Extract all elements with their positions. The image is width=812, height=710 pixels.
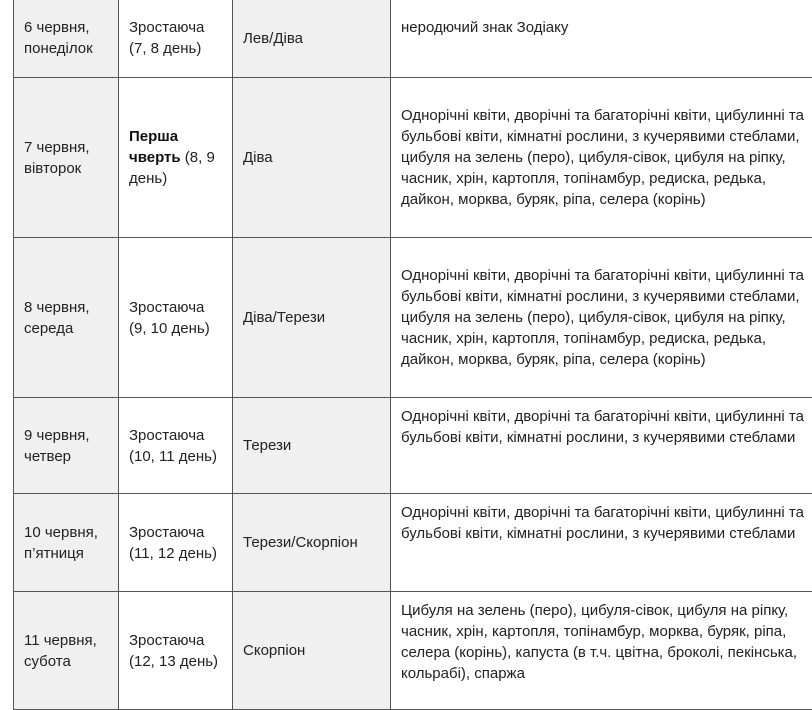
crops-cell bbox=[391, 398, 812, 494]
date-cell bbox=[14, 494, 119, 592]
crops-text: Однорічні квіти, дворічні та багаторічні квіти, цибулинні та бульбові квіти, кімнатні рослини, з кучерявими стеблами, цибуля на зелень (перо), цибуля-сівок, цибуля на ріпку, часник, хрін, картопля, топінамбур, редиска, редька, дайкон, морква, буряк, ріпа, селера (корінь) bbox=[401, 265, 812, 370]
moon-phase-cell bbox=[119, 78, 233, 238]
date-cell bbox=[14, 0, 119, 78]
zodiac-sign-cell: Терези bbox=[233, 398, 391, 494]
crops-text: Однорічні квіти, дворічні та багаторічні квіти, цибулинні та бульбові квіти, кімнатні рослини, з кучерявими стеблами bbox=[401, 406, 812, 448]
date-day: 6 червня, bbox=[24, 17, 108, 38]
date-cell bbox=[14, 238, 119, 398]
crops-cell bbox=[391, 592, 812, 710]
table-row bbox=[14, 0, 812, 78]
date-weekday: середа bbox=[24, 318, 108, 339]
moon-phase-cont: чверть bbox=[129, 149, 181, 166]
crops-text: Цибуля на зелень (перо), цибуля-сівок, цибуля на ріпку, часник, хрін, картопля, топінамбур, морква, буряк, ріпа, селера (корінь), капуста (в т.ч. цвітна, броколі, пекінська, кольрабі), спаржа bbox=[401, 600, 812, 684]
date-weekday: вівторок bbox=[24, 158, 108, 179]
lunar-days: (11, 12 день) bbox=[129, 543, 222, 564]
date-weekday: четвер bbox=[24, 446, 108, 467]
crops-cell bbox=[391, 78, 812, 238]
date-day: 9 червня, bbox=[24, 425, 108, 446]
zodiac-sign-cell: Діва bbox=[233, 78, 391, 238]
date-day: 8 червня, bbox=[24, 297, 108, 318]
table-row bbox=[14, 78, 812, 238]
crops-cell bbox=[391, 0, 812, 78]
lunar-days: (8, 9 bbox=[181, 149, 215, 166]
lunar-days: (7, 8 день) bbox=[129, 38, 222, 59]
zodiac-sign-cell: Діва/Терези bbox=[233, 238, 391, 398]
crops-cell bbox=[391, 494, 812, 592]
lunar-calendar-table bbox=[13, 0, 812, 710]
date-day: 7 червня, bbox=[24, 137, 108, 158]
table-row bbox=[14, 398, 812, 494]
zodiac-sign-cell: Лев/Діва bbox=[233, 0, 391, 78]
moon-phase-cell bbox=[119, 238, 233, 398]
zodiac-sign-cell: Скорпіон bbox=[233, 592, 391, 710]
table-row bbox=[14, 238, 812, 398]
lunar-days: (12, 13 день) bbox=[129, 651, 222, 672]
lunar-days: (9, 10 день) bbox=[129, 318, 222, 339]
lunar-days: (10, 11 день) bbox=[129, 446, 222, 467]
date-day: 11 червня, bbox=[24, 630, 108, 651]
crops-text: неродючий знак Зодіаку bbox=[401, 17, 812, 38]
date-cell bbox=[14, 592, 119, 710]
lunar-days-cont: день) bbox=[129, 168, 222, 189]
moon-phase: Зростаюча bbox=[129, 630, 222, 651]
moon-phase: Зростаюча bbox=[129, 522, 222, 543]
moon-phase-cell bbox=[119, 494, 233, 592]
table-row bbox=[14, 494, 812, 592]
crops-text: Однорічні квіти, дворічні та багаторічні квіти, цибулинні та бульбові квіти, кімнатні рослини, з кучерявими стеблами bbox=[401, 502, 812, 544]
date-day: 10 червня, bbox=[24, 522, 108, 543]
zodiac-sign-cell: Терези/Скорпіон bbox=[233, 494, 391, 592]
date-cell bbox=[14, 398, 119, 494]
date-weekday: п’ятниця bbox=[24, 543, 108, 564]
date-cell bbox=[14, 78, 119, 238]
date-weekday: субота bbox=[24, 651, 108, 672]
moon-phase-cell bbox=[119, 592, 233, 710]
moon-phase: Зростаюча bbox=[129, 17, 222, 38]
table-row bbox=[14, 592, 812, 710]
moon-phase: Зростаюча bbox=[129, 425, 222, 446]
crops-cell bbox=[391, 238, 812, 398]
crops-text: Однорічні квіти, дворічні та багаторічні квіти, цибулинні та бульбові квіти, кімнатні рослини, з кучерявими стеблами, цибуля на зелень (перо), цибуля-сівок, цибуля на ріпку, часник, хрін, картопля, топінамбур, редиска, редька, дайкон, морква, буряк, ріпа, селера (корінь) bbox=[401, 105, 812, 210]
date-weekday: понеділок bbox=[24, 38, 108, 59]
moon-phase-cell bbox=[119, 0, 233, 78]
moon-phase: Зростаюча bbox=[129, 297, 222, 318]
moon-phase-cell bbox=[119, 398, 233, 494]
moon-phase: Перша bbox=[129, 128, 178, 145]
